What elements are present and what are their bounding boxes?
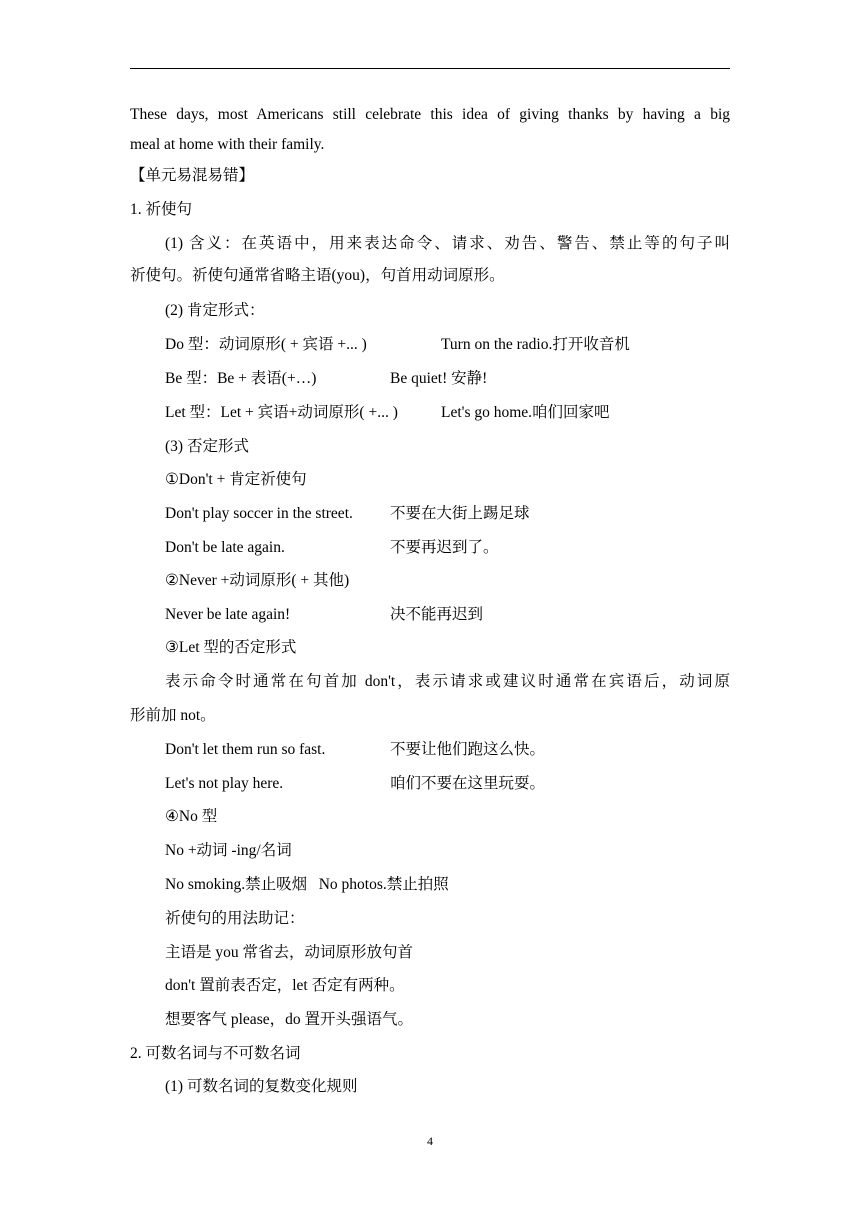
affirm-do-rule: Do 型：动词原形( + 宾语 +... ) <box>165 336 367 353</box>
header-rule <box>130 68 730 69</box>
section-header: 【单元易混易错】 <box>130 167 255 184</box>
neg-title: (3) 否定形式 <box>165 438 249 455</box>
para1-line1: These days, most Americans still celebrate this idea of giving thanks by having a big <box>130 106 730 123</box>
neg1-example-row <box>165 504 725 524</box>
mnemonic-title: 祈使句的用法助记： <box>165 910 305 927</box>
neg3-line1: 表示命令时通常在句首加 don't，表示请求或建议时通常在宾语后，动词原 <box>165 673 730 690</box>
affirm-be-rule: Be 型：Be + 表语(+…) <box>165 370 317 387</box>
neg3-example-row <box>165 740 725 760</box>
example-en: Don't let them run so fast. <box>165 741 326 758</box>
affirm-let-rule: Let 型：Let + 宾语+动词原形( +... ) <box>165 404 398 421</box>
affirm-title: (2) 肯定形式： <box>165 302 265 319</box>
para1-line2: meal at home with their family. <box>130 136 325 153</box>
affirm-be-example: Be quiet! 安静! <box>390 370 488 387</box>
neg2-title: ②Never +动词原形( + 其他) <box>165 572 350 589</box>
example-zh: 不要在大街上踢足球 <box>390 505 530 522</box>
mnemonic-line: 主语是 you 常省去，动词原形放句首 <box>165 944 414 961</box>
page-number: 4 <box>427 1134 433 1148</box>
example-en: Never be late again! <box>165 606 291 623</box>
s1-def-line2: 祈使句。祈使句通常省略主语(you)，句首用动词原形。 <box>130 267 505 284</box>
mnemonic-line: 想要客气 please，do 置开头强语气。 <box>165 1011 413 1028</box>
s2-sub1: (1) 可数名词的复数变化规则 <box>165 1078 358 1095</box>
s2-title: 2. 可数名词与不可数名词 <box>130 1045 301 1062</box>
affirm-be-row <box>165 369 725 389</box>
neg4-example: No smoking.禁止吸烟 No photos.禁止拍照 <box>165 876 449 893</box>
neg4-formula: No +动词 -ing/名词 <box>165 842 292 859</box>
affirm-let-example: Let's go home.咱们回家吧 <box>441 404 610 421</box>
neg4-title: ④No 型 <box>165 808 218 825</box>
neg2-example-row <box>165 605 725 625</box>
affirm-do-example: Turn on the radio.打开收音机 <box>441 336 630 353</box>
affirm-do-row <box>165 335 725 355</box>
example-zh: 决不能再迟到 <box>390 606 484 623</box>
affirm-let-row <box>165 403 725 423</box>
example-zh: 不要再迟到了。 <box>390 539 499 556</box>
neg1-example-row <box>165 538 725 558</box>
neg3-line2: 形前加 not。 <box>130 707 216 724</box>
example-en: Let's not play here. <box>165 775 284 792</box>
example-en: Don't play soccer in the street. <box>165 505 353 522</box>
example-zh: 不要让他们跑这么快。 <box>390 741 546 758</box>
s1-title: 1. 祈使句 <box>130 201 193 218</box>
neg3-title: ③Let 型的否定形式 <box>165 639 297 656</box>
mnemonic-line: don't 置前表否定，let 否定有两种。 <box>165 977 405 994</box>
example-zh: 咱们不要在这里玩耍。 <box>390 775 546 792</box>
neg3-example-row <box>165 774 725 794</box>
example-en: Don't be late again. <box>165 539 285 556</box>
s1-def-line1: (1) 含义：在英语中，用来表达命令、请求、劝告、警告、禁止等的句子叫 <box>165 235 730 252</box>
neg1-title: ①Don't + 肯定祈使句 <box>165 471 307 488</box>
